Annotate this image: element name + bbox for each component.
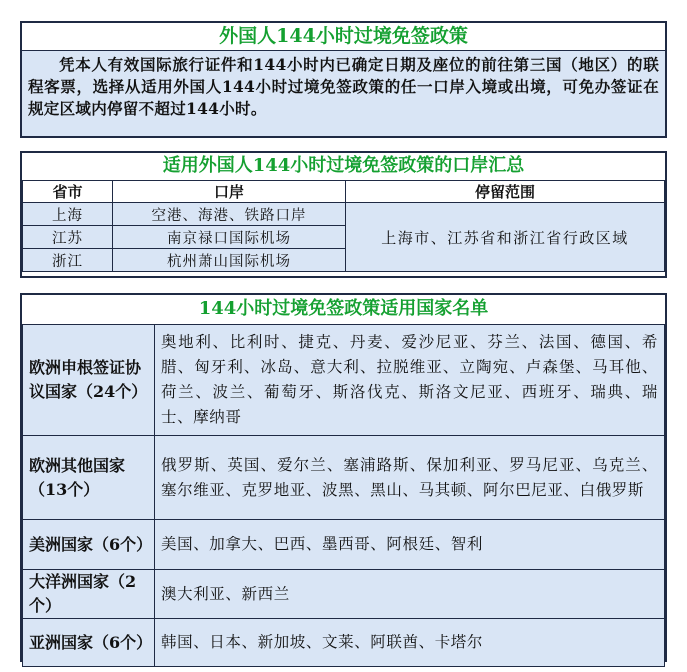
header-port: 口岸 [113, 181, 346, 203]
table-row [23, 203, 665, 226]
countries-table [22, 324, 665, 667]
policy-box [20, 21, 667, 138]
countries-box [20, 293, 667, 662]
table-row [23, 619, 665, 667]
header-range: 停留范围 [346, 181, 665, 203]
region-cell: 大洋洲国家（2个） [23, 570, 155, 619]
table-row [23, 436, 665, 520]
table-row [23, 520, 665, 570]
ports-table [22, 180, 665, 272]
country-list-cell: 美国、加拿大、巴西、墨西哥、阿根廷、智利 [155, 520, 665, 570]
region-cell: 欧洲申根签证协议国家（24个） [23, 325, 155, 436]
table-row [23, 570, 665, 619]
region-cell: 美洲国家（6个） [23, 520, 155, 570]
ports-box [20, 151, 667, 278]
province-cell: 江苏 [23, 226, 113, 249]
province-cell: 浙江 [23, 249, 113, 272]
ports-header-row [23, 181, 665, 203]
stay-range-cell: 上海市、江苏省和浙江省行政区域 [346, 203, 665, 272]
port-cell: 空港、海港、铁路口岸 [113, 203, 346, 226]
port-cell: 南京禄口国际机场 [113, 226, 346, 249]
country-list-cell: 俄罗斯、英国、爱尔兰、塞浦路斯、保加利亚、罗马尼亚、乌克兰、塞尔维亚、克罗地亚、波黑、黑山、马其顿、阿尔巴尼亚、白俄罗斯 [155, 436, 665, 520]
country-list-cell: 澳大利亚、新西兰 [155, 570, 665, 619]
region-cell: 亚洲国家（6个） [23, 619, 155, 667]
port-cell: 杭州萧山国际机场 [113, 249, 346, 272]
region-cell: 欧洲其他国家（13个） [23, 436, 155, 520]
province-cell: 上海 [23, 203, 113, 226]
policy-description: 凭本人有效国际旅行证件和144小时内已确定日期及座位的前往第三国（地区）的联程客票，选择从适用外国人144小时过境免签政策的任一口岸入境或出境，可免办签证在规定区域内停留不超过144小时。 [22, 51, 665, 136]
country-list-cell: 奥地利、比利时、捷克、丹麦、爱沙尼亚、芬兰、法国、德国、希腊、匈牙利、冰岛、意大利、拉脱维亚、立陶宛、卢森堡、马耳他、荷兰、波兰、葡萄牙、斯洛伐克、斯洛文尼亚、西班牙、瑞典、瑞士、摩纳哥 [155, 325, 665, 436]
table-row [23, 325, 665, 436]
header-province: 省市 [23, 181, 113, 203]
policy-title: 外国人144小时过境免签政策 [22, 23, 665, 51]
country-list-cell: 韩国、日本、新加坡、文莱、阿联酋、卡塔尔 [155, 619, 665, 667]
ports-title: 适用外国人144小时过境免签政策的口岸汇总 [22, 153, 665, 180]
countries-title: 144小时过境免签政策适用国家名单 [22, 295, 665, 324]
